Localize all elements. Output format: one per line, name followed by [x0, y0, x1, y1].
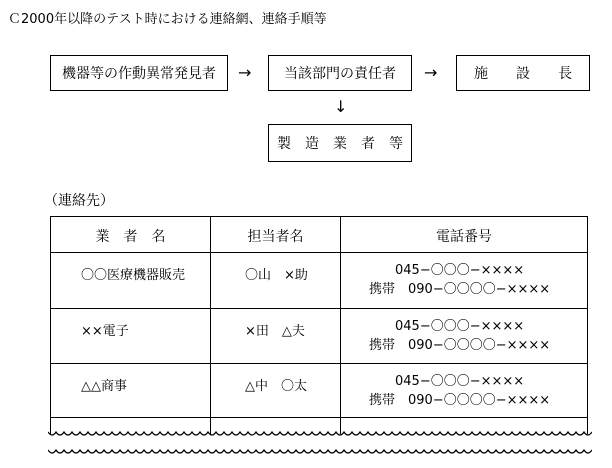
- contacts-table: [50, 216, 588, 434]
- discoverer-label: 機器等の作動異常発見者: [62, 66, 216, 82]
- header-company: 業 者 名: [95, 229, 166, 245]
- phone-numbers: [369, 372, 550, 410]
- company-name: △△商事: [81, 379, 127, 394]
- phone-numbers: [369, 261, 550, 299]
- arrow-right-icon: →: [238, 63, 252, 82]
- mobile-phone: 携帯 090−〇〇〇〇−××××: [369, 338, 551, 353]
- header-person: 担当者名: [247, 229, 304, 245]
- office-phone: 045−〇〇〇−××××: [395, 263, 525, 278]
- person-name: 〇山 ×助: [245, 268, 308, 283]
- office-phone: 045−〇〇〇−××××: [395, 374, 525, 389]
- mobile-phone: 携帯 090−〇〇〇〇−××××: [369, 282, 551, 297]
- manufacturer-label: 製 造 業 者 等: [277, 136, 403, 152]
- discoverer-box: [50, 55, 228, 91]
- facility-head-box: [456, 55, 590, 91]
- arrow-right-icon: →: [424, 63, 438, 82]
- office-phone: 045−〇〇〇−××××: [395, 319, 525, 334]
- header-phone: 電話番号: [436, 229, 492, 245]
- phone-numbers: [369, 317, 550, 355]
- break-line: [48, 448, 592, 456]
- person-name: △中 〇太: [245, 379, 307, 394]
- facility-head-label: 施 設 長: [474, 66, 572, 82]
- manufacturer-box: [268, 124, 412, 162]
- company-name: ××電子: [81, 324, 129, 339]
- dept-head-box: [268, 55, 412, 91]
- contacts-label: （連絡先）: [44, 193, 114, 209]
- company-name: 〇〇医療機器販売: [81, 268, 186, 283]
- page-title: Ｃ2000年以降のテスト時における連絡網、連絡手順等: [8, 12, 327, 27]
- person-name: ×田 △夫: [245, 324, 305, 339]
- dept-head-label: 当該部門の責任者: [284, 66, 396, 82]
- break-line: [48, 430, 592, 438]
- mobile-phone: 携帯 090−〇〇〇〇−××××: [369, 393, 551, 408]
- arrow-down-icon: ↓: [334, 97, 348, 116]
